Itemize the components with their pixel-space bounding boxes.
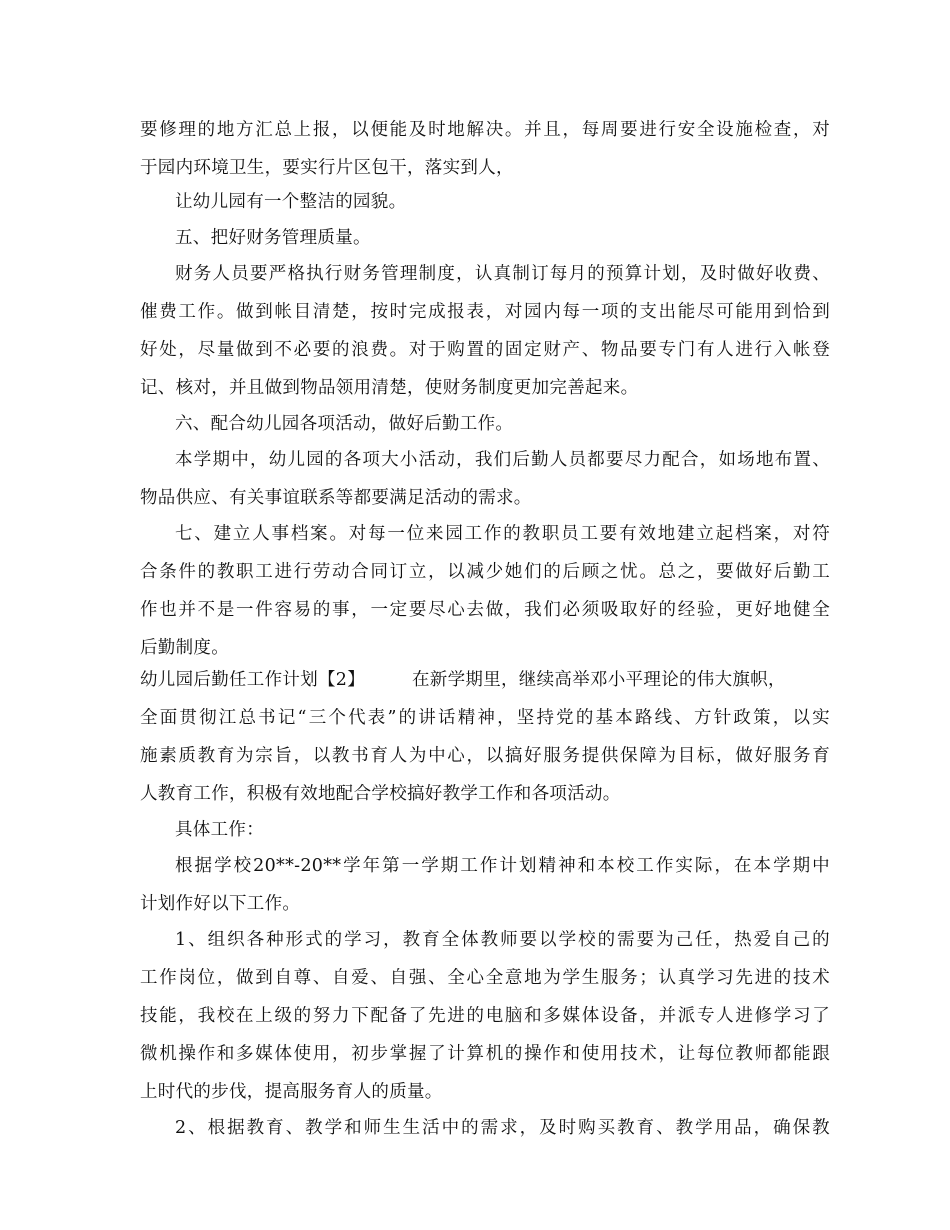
text-line: 人教育工作，积极有效地配合学校搞好教学工作和各项活动。: [140, 784, 621, 804]
text-line: 根据学校20**-20**学年第一学期工作计划精神和本校工作实际，在本学期中: [175, 856, 830, 876]
section-heading: 六、配合幼儿园各项活动，做好后勤工作。: [175, 414, 514, 434]
section-heading: 五、把好财务管理质量。: [175, 228, 371, 248]
text-line: 合条件的教职工进行劳动合同订立，以减少她们的后顾之忧。总之，要做好后勤工: [140, 562, 830, 582]
text-line: 1、组织各种形式的学习，教育全体教师要以学校的需要为己任，热爱自己的: [175, 930, 830, 950]
text-line: 2、根据教育、教学和师生生活中的需求，及时购买教育、教学用品，确保教: [175, 1118, 830, 1138]
text-line: 好处，尽量做到不必要的浪费。对于购置的固定财产、物品要专门有人进行入帐登: [140, 340, 830, 360]
text-line: 微机操作和多媒体使用，初步掌握了计算机的操作和使用技术，让每位教师都能跟: [140, 1044, 830, 1064]
section-heading: 具体工作：: [175, 820, 264, 840]
text-line: 于园内环境卫生，要实行片区包干，落实到人，: [140, 158, 514, 178]
section-lead-text: 在新学期里，继续高举邓小平理论的伟大旗帜，: [412, 670, 786, 690]
text-line: 催费工作。做到帐目清楚，按时完成报表，对园内每一项的支出能尽可能用到恰到: [140, 302, 830, 322]
section-title: 幼儿园后勤任工作计划【2】: [140, 670, 366, 690]
section-title-row: [140, 668, 830, 692]
text-line: 技能，我校在上级的努力下配备了先进的电脑和多媒体设备，并派专人进修学习了: [140, 1006, 830, 1026]
text-line: 记、核对，并且做到物品领用清楚，使财务制度更加完善起来。: [140, 378, 639, 398]
text-line: 让幼儿园有一个整洁的园貌。: [175, 192, 407, 212]
text-line: 财务人员要严格执行财务管理制度，认真制订每月的预算计划，及时做好收费、: [175, 264, 830, 284]
text-line: 本学期中，幼儿园的各项大小活动，我们后勤人员都要尽力配合，如场地布置、: [175, 450, 830, 470]
text-line: 施素质教育为宗旨，以教书育人为中心，以搞好服务提供保障为目标，做好服务育: [140, 746, 830, 766]
text-line: 七、建立人事档案。对每一位来园工作的教职员工要有效地建立起档案，对符: [175, 524, 830, 544]
text-line: 物品供应、有关事谊联系等都要满足活动的需求。: [140, 488, 532, 508]
text-line: 后勤制度。: [140, 638, 229, 658]
text-line: 上时代的步伐，提高服务育人的质量。: [140, 1082, 443, 1102]
text-line: 计划作好以下工作。: [140, 894, 301, 914]
text-line: 工作岗位，做到自尊、自爱、自强、全心全意地为学生服务；认真学习先进的技术: [140, 968, 830, 988]
text-line: 作也并不是一件容易的事，一定要尽心去做，我们必须吸取好的经验，更好地健全: [140, 600, 830, 620]
text-line: 要修理的地方汇总上报，以便能及时地解决。并且，每周要进行安全设施检查，对: [140, 120, 830, 140]
text-line: 全面贯彻江总书记“三个代表”的讲话精神，坚持党的基本路线、方针政策，以实: [140, 708, 830, 728]
